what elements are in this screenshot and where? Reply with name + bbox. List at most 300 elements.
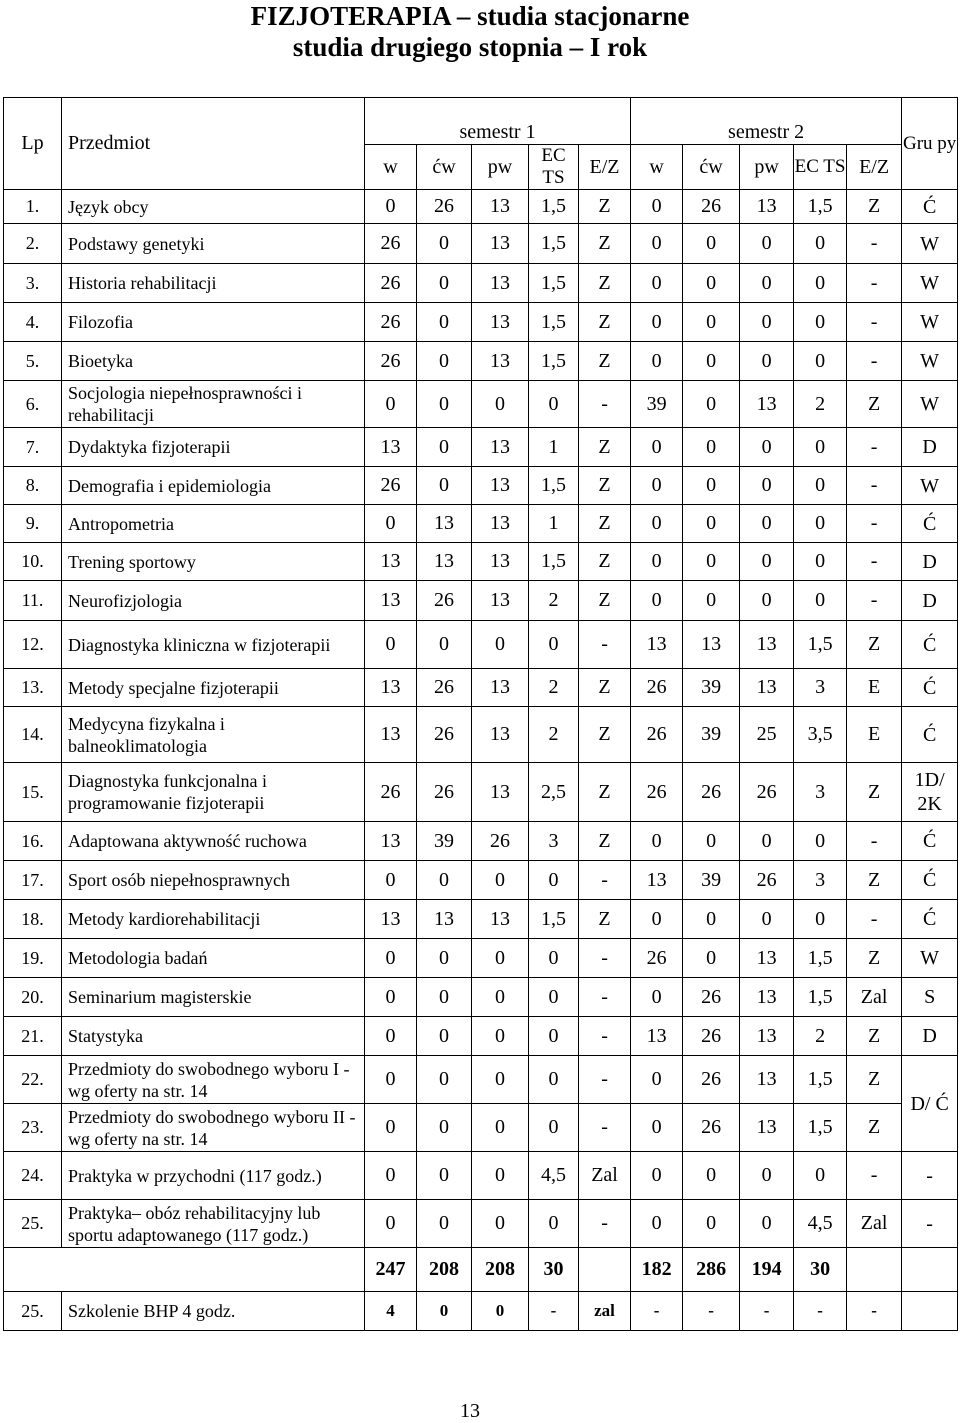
value-cell: 0 bbox=[683, 1152, 740, 1200]
group-cell: Ć bbox=[902, 621, 958, 669]
value-cell: 0 bbox=[417, 939, 472, 978]
value-cell: 0 bbox=[794, 1152, 847, 1200]
value-cell: 13 bbox=[365, 707, 417, 763]
value-cell: 13 bbox=[472, 467, 529, 505]
group-cell: W bbox=[902, 342, 958, 381]
group-cell: Ć bbox=[902, 707, 958, 763]
value-cell: 0 bbox=[683, 581, 740, 621]
value-cell: Z bbox=[579, 342, 631, 381]
value-cell: - bbox=[579, 1056, 631, 1104]
total-cell: 30 bbox=[794, 1248, 847, 1292]
row-number: 3. bbox=[4, 264, 62, 303]
value-cell: 13 bbox=[631, 861, 683, 900]
row-number: 14. bbox=[4, 707, 62, 763]
subject-name: Statystyka bbox=[62, 1017, 365, 1056]
value-cell: Z bbox=[579, 190, 631, 224]
value-cell: 0 bbox=[683, 543, 740, 581]
value-cell: 0 bbox=[472, 1104, 529, 1152]
value-cell: 0 bbox=[365, 381, 417, 428]
value-cell: 1,5 bbox=[794, 1056, 847, 1104]
value-cell: 0 bbox=[683, 505, 740, 543]
subject-name: Neurofizjologia bbox=[62, 581, 365, 621]
value-cell: 0 bbox=[631, 303, 683, 342]
value-cell: 0 bbox=[631, 264, 683, 303]
group-cell: Ć bbox=[902, 505, 958, 543]
value-cell: 26 bbox=[417, 581, 472, 621]
value-cell: 0 bbox=[740, 1152, 794, 1200]
subject-name: Praktyka– obóz rehabilitacyjny lub sportu adaptowanego (117 godz.) bbox=[62, 1200, 365, 1248]
row-number: 11. bbox=[4, 581, 62, 621]
value-cell: 26 bbox=[683, 190, 740, 224]
value-cell: 39 bbox=[417, 822, 472, 861]
value-cell: Z bbox=[579, 822, 631, 861]
table-row bbox=[4, 543, 958, 581]
value-cell: E bbox=[847, 669, 902, 707]
totals-label-cell bbox=[4, 1248, 365, 1292]
group-cell: Ć bbox=[902, 190, 958, 224]
value-cell: 39 bbox=[631, 381, 683, 428]
value-cell: 0 bbox=[794, 543, 847, 581]
table-row bbox=[4, 978, 958, 1017]
value-cell: 0 bbox=[417, 1292, 472, 1331]
subject-name: Antropometria bbox=[62, 505, 365, 543]
row-number: 17. bbox=[4, 861, 62, 900]
row-number: 25. bbox=[4, 1200, 62, 1248]
value-cell: Z bbox=[579, 467, 631, 505]
value-cell: 1,5 bbox=[794, 621, 847, 669]
value-cell: 13 bbox=[740, 1056, 794, 1104]
subject-name: Demografia i epidemiologia bbox=[62, 467, 365, 505]
value-cell: - bbox=[847, 543, 902, 581]
value-cell: 1,5 bbox=[529, 342, 579, 381]
value-cell: 0 bbox=[417, 1056, 472, 1104]
value-cell: 0 bbox=[631, 1104, 683, 1152]
value-cell: zal bbox=[579, 1292, 631, 1331]
subject-name: Medycyna fizykalna i balneoklimatologia bbox=[62, 707, 365, 763]
value-cell: 13 bbox=[740, 669, 794, 707]
value-cell: 0 bbox=[740, 303, 794, 342]
value-cell: 0 bbox=[794, 467, 847, 505]
value-cell: 26 bbox=[365, 264, 417, 303]
value-cell: 0 bbox=[740, 264, 794, 303]
value-cell: 0 bbox=[631, 1056, 683, 1104]
subject-name: Diagnostyka kliniczna w fizjoterapii bbox=[62, 621, 365, 669]
value-cell: 26 bbox=[740, 861, 794, 900]
value-cell: 0 bbox=[417, 1017, 472, 1056]
value-cell: 0 bbox=[631, 581, 683, 621]
value-cell: 0 bbox=[529, 861, 579, 900]
value-cell: 0 bbox=[365, 1017, 417, 1056]
value-cell: - bbox=[579, 939, 631, 978]
value-cell: - bbox=[579, 381, 631, 428]
value-cell: 26 bbox=[631, 763, 683, 822]
value-cell: 0 bbox=[683, 900, 740, 939]
subject-name: Socjologia niepełnosprawności i rehabilitacji bbox=[62, 381, 365, 428]
value-cell: 0 bbox=[529, 381, 579, 428]
value-cell: Zal bbox=[847, 978, 902, 1017]
value-cell: 2 bbox=[529, 707, 579, 763]
value-cell: 2,5 bbox=[529, 763, 579, 822]
value-cell: 0 bbox=[683, 428, 740, 467]
value-cell: 4,5 bbox=[529, 1152, 579, 1200]
value-cell: 1,5 bbox=[794, 1104, 847, 1152]
value-cell: 0 bbox=[740, 900, 794, 939]
value-cell: 0 bbox=[683, 381, 740, 428]
value-cell: - bbox=[847, 1292, 902, 1331]
value-cell: 26 bbox=[472, 822, 529, 861]
value-cell: 26 bbox=[365, 303, 417, 342]
value-cell: 0 bbox=[365, 1056, 417, 1104]
group-cell: W bbox=[902, 939, 958, 978]
value-cell: 0 bbox=[683, 264, 740, 303]
value-cell: 13 bbox=[417, 543, 472, 581]
value-cell: 26 bbox=[683, 763, 740, 822]
value-cell: 26 bbox=[417, 190, 472, 224]
value-cell: 26 bbox=[365, 342, 417, 381]
total-cell bbox=[579, 1248, 631, 1292]
value-cell: - bbox=[847, 822, 902, 861]
subject-name: Podstawy genetyki bbox=[62, 224, 365, 264]
table-row bbox=[4, 707, 958, 763]
value-cell: 13 bbox=[740, 621, 794, 669]
subject-name: Metody kardiorehabilitacji bbox=[62, 900, 365, 939]
totals-row bbox=[4, 1248, 958, 1292]
value-cell: 2 bbox=[794, 381, 847, 428]
value-cell: Z bbox=[579, 428, 631, 467]
value-cell: 26 bbox=[365, 763, 417, 822]
value-cell: 0 bbox=[417, 381, 472, 428]
row-number: 16. bbox=[4, 822, 62, 861]
table-row bbox=[4, 939, 958, 978]
group-cell: W bbox=[902, 467, 958, 505]
row-number: 22. bbox=[4, 1056, 62, 1104]
value-cell: 1,5 bbox=[529, 224, 579, 264]
total-cell bbox=[847, 1248, 902, 1292]
row-number: 19. bbox=[4, 939, 62, 978]
value-cell: 0 bbox=[794, 822, 847, 861]
header-semestr-2: semestr 2 bbox=[631, 98, 902, 145]
value-cell: 3 bbox=[794, 861, 847, 900]
elective-row bbox=[4, 1152, 958, 1200]
value-cell: 0 bbox=[417, 467, 472, 505]
group-cell: S bbox=[902, 978, 958, 1017]
value-cell: 1,5 bbox=[794, 939, 847, 978]
row-number: 8. bbox=[4, 467, 62, 505]
value-cell: 0 bbox=[740, 1200, 794, 1248]
value-cell: - bbox=[683, 1292, 740, 1331]
row-number: 4. bbox=[4, 303, 62, 342]
table-row bbox=[4, 428, 958, 467]
value-cell: 1,5 bbox=[529, 467, 579, 505]
value-cell: 13 bbox=[472, 342, 529, 381]
group-cell: D bbox=[902, 1017, 958, 1056]
value-cell: 13 bbox=[365, 428, 417, 467]
value-cell: 0 bbox=[631, 900, 683, 939]
value-cell: 13 bbox=[472, 763, 529, 822]
value-cell: 0 bbox=[631, 190, 683, 224]
value-cell: 0 bbox=[417, 303, 472, 342]
table-row bbox=[4, 900, 958, 939]
group-cell: D bbox=[902, 428, 958, 467]
row-number: 15. bbox=[4, 763, 62, 822]
subject-name: Język obcy bbox=[62, 190, 365, 224]
value-cell: 13 bbox=[417, 900, 472, 939]
value-cell: 0 bbox=[417, 1200, 472, 1248]
total-cell: 208 bbox=[472, 1248, 529, 1292]
row-number: 23. bbox=[4, 1104, 62, 1152]
value-cell: 0 bbox=[740, 543, 794, 581]
value-cell: Z bbox=[847, 939, 902, 978]
value-cell: 1,5 bbox=[794, 978, 847, 1017]
bhp-row bbox=[4, 1292, 958, 1331]
header-przedmiot: Przedmiot bbox=[62, 98, 365, 190]
totals-group-cell bbox=[902, 1248, 958, 1292]
header-grupy: Gru py bbox=[902, 98, 958, 190]
header-row-1 bbox=[4, 98, 958, 145]
value-cell: 39 bbox=[683, 669, 740, 707]
value-cell: - bbox=[847, 264, 902, 303]
value-cell: 13 bbox=[365, 822, 417, 861]
row-number: 2. bbox=[4, 224, 62, 264]
value-cell: 13 bbox=[365, 543, 417, 581]
header-col: pw bbox=[472, 145, 529, 190]
group-cell: W bbox=[902, 303, 958, 342]
value-cell: 39 bbox=[683, 861, 740, 900]
group-cell: Ć bbox=[902, 900, 958, 939]
value-cell: 26 bbox=[365, 224, 417, 264]
value-cell: 0 bbox=[794, 303, 847, 342]
group-cell: D bbox=[902, 543, 958, 581]
value-cell: 13 bbox=[472, 264, 529, 303]
total-cell: 194 bbox=[740, 1248, 794, 1292]
value-cell: - bbox=[847, 224, 902, 264]
subject-name: Trening sportowy bbox=[62, 543, 365, 581]
value-cell: 13 bbox=[683, 621, 740, 669]
group-cell: W bbox=[902, 381, 958, 428]
value-cell: 13 bbox=[472, 190, 529, 224]
value-cell: 0 bbox=[365, 939, 417, 978]
value-cell: 0 bbox=[683, 467, 740, 505]
subject-name: Praktyka w przychodni (117 godz.) bbox=[62, 1152, 365, 1200]
value-cell: 13 bbox=[365, 669, 417, 707]
value-cell: 0 bbox=[417, 342, 472, 381]
value-cell: 1,5 bbox=[794, 190, 847, 224]
table-row bbox=[4, 303, 958, 342]
value-cell: - bbox=[847, 505, 902, 543]
value-cell: - bbox=[794, 1292, 847, 1331]
value-cell: 0 bbox=[365, 1152, 417, 1200]
value-cell: 0 bbox=[740, 428, 794, 467]
value-cell: Zal bbox=[579, 1152, 631, 1200]
value-cell: 1 bbox=[529, 428, 579, 467]
value-cell: 0 bbox=[683, 303, 740, 342]
value-cell: - bbox=[847, 1152, 902, 1200]
value-cell: - bbox=[847, 303, 902, 342]
value-cell: Z bbox=[579, 707, 631, 763]
value-cell: 26 bbox=[683, 1104, 740, 1152]
value-cell: 0 bbox=[472, 939, 529, 978]
value-cell: - bbox=[847, 581, 902, 621]
value-cell: 13 bbox=[472, 224, 529, 264]
value-cell: 0 bbox=[417, 428, 472, 467]
value-cell: 0 bbox=[631, 543, 683, 581]
page-title-line-2: studia drugiego stopnia – I rok bbox=[292, 32, 648, 62]
value-cell: 0 bbox=[417, 1104, 472, 1152]
row-number: 5. bbox=[4, 342, 62, 381]
value-cell: 0 bbox=[472, 978, 529, 1017]
value-cell: 0 bbox=[794, 581, 847, 621]
elective-row bbox=[4, 1104, 958, 1152]
value-cell: 13 bbox=[740, 381, 794, 428]
header-semestr-1: semestr 1 bbox=[365, 98, 631, 145]
value-cell: 2 bbox=[529, 581, 579, 621]
value-cell: 13 bbox=[740, 1017, 794, 1056]
value-cell: 3,5 bbox=[794, 707, 847, 763]
value-cell: 4 bbox=[365, 1292, 417, 1331]
value-cell: 13 bbox=[740, 978, 794, 1017]
value-cell: Z bbox=[847, 1104, 902, 1152]
value-cell: 0 bbox=[631, 224, 683, 264]
value-cell: - bbox=[529, 1292, 579, 1331]
header-col: w bbox=[365, 145, 417, 190]
row-number: 1. bbox=[4, 190, 62, 224]
row-number: 21. bbox=[4, 1017, 62, 1056]
header-col: E/Z bbox=[847, 145, 902, 190]
value-cell: Z bbox=[579, 581, 631, 621]
group-cell: W bbox=[902, 264, 958, 303]
value-cell: 0 bbox=[365, 861, 417, 900]
table-row bbox=[4, 861, 958, 900]
total-cell: 30 bbox=[529, 1248, 579, 1292]
subject-name: Seminarium magisterskie bbox=[62, 978, 365, 1017]
value-cell: 0 bbox=[683, 939, 740, 978]
table-row bbox=[4, 822, 958, 861]
table-row bbox=[4, 264, 958, 303]
group-cell: - bbox=[902, 1152, 958, 1200]
value-cell: Z bbox=[847, 1056, 902, 1104]
header-lp: Lp bbox=[4, 98, 62, 190]
value-cell: 0 bbox=[365, 1200, 417, 1248]
row-number: 18. bbox=[4, 900, 62, 939]
value-cell: 0 bbox=[365, 621, 417, 669]
group-cell: - bbox=[902, 1200, 958, 1248]
row-number: 6. bbox=[4, 381, 62, 428]
value-cell: 0 bbox=[417, 621, 472, 669]
value-cell: Zal bbox=[847, 1200, 902, 1248]
subject-name: Filozofia bbox=[62, 303, 365, 342]
header-col: w bbox=[631, 145, 683, 190]
value-cell: 26 bbox=[683, 1056, 740, 1104]
value-cell: - bbox=[847, 900, 902, 939]
table-row bbox=[4, 621, 958, 669]
total-cell: 182 bbox=[631, 1248, 683, 1292]
value-cell: 1,5 bbox=[529, 190, 579, 224]
page-title-line-1: FIZJOTERAPIA – studia stacjonarne bbox=[250, 1, 690, 31]
group-cell: Ć bbox=[902, 861, 958, 900]
value-cell: 1,5 bbox=[529, 303, 579, 342]
subject-name: Dydaktyka fizjoterapii bbox=[62, 428, 365, 467]
value-cell: 26 bbox=[683, 1017, 740, 1056]
value-cell: 0 bbox=[683, 224, 740, 264]
value-cell: 0 bbox=[794, 224, 847, 264]
value-cell: 13 bbox=[472, 900, 529, 939]
value-cell: Z bbox=[847, 861, 902, 900]
value-cell: 26 bbox=[417, 707, 472, 763]
value-cell: 1,5 bbox=[529, 264, 579, 303]
header-col: EC TS bbox=[529, 145, 579, 190]
value-cell: - bbox=[740, 1292, 794, 1331]
value-cell: 0 bbox=[740, 224, 794, 264]
value-cell: 25 bbox=[740, 707, 794, 763]
value-cell: - bbox=[631, 1292, 683, 1331]
value-cell: - bbox=[579, 1104, 631, 1152]
value-cell: Z bbox=[847, 190, 902, 224]
table-row bbox=[4, 763, 958, 822]
value-cell: Z bbox=[579, 264, 631, 303]
total-cell: 208 bbox=[417, 1248, 472, 1292]
value-cell: 13 bbox=[417, 505, 472, 543]
value-cell: 0 bbox=[631, 342, 683, 381]
value-cell: 0 bbox=[631, 467, 683, 505]
value-cell: 0 bbox=[472, 1017, 529, 1056]
value-cell: E bbox=[847, 707, 902, 763]
value-cell: 26 bbox=[365, 467, 417, 505]
value-cell: 0 bbox=[417, 861, 472, 900]
page-number: 13 bbox=[460, 1400, 480, 1422]
value-cell: 13 bbox=[631, 1017, 683, 1056]
value-cell: 4,5 bbox=[794, 1200, 847, 1248]
value-cell: 0 bbox=[472, 861, 529, 900]
value-cell: Z bbox=[847, 381, 902, 428]
total-cell: 247 bbox=[365, 1248, 417, 1292]
table-row bbox=[4, 224, 958, 264]
value-cell: 0 bbox=[740, 822, 794, 861]
header-col: ćw bbox=[683, 145, 740, 190]
value-cell: 0 bbox=[529, 939, 579, 978]
row-number: 12. bbox=[4, 621, 62, 669]
subject-name: Przedmioty do swobodnego wyboru II -wg oferty na str. 14 bbox=[62, 1104, 365, 1152]
value-cell: 0 bbox=[794, 428, 847, 467]
value-cell: Z bbox=[579, 669, 631, 707]
value-cell: 13 bbox=[740, 1104, 794, 1152]
value-cell: 0 bbox=[794, 900, 847, 939]
value-cell: - bbox=[579, 861, 631, 900]
value-cell: 26 bbox=[631, 939, 683, 978]
value-cell: 0 bbox=[472, 1200, 529, 1248]
header-col: ćw bbox=[417, 145, 472, 190]
value-cell: 0 bbox=[365, 190, 417, 224]
table-row bbox=[4, 381, 958, 428]
table-row bbox=[4, 342, 958, 381]
row-number: 24. bbox=[4, 1152, 62, 1200]
value-cell: 0 bbox=[472, 621, 529, 669]
value-cell: 3 bbox=[794, 763, 847, 822]
value-cell: 0 bbox=[740, 467, 794, 505]
value-cell: - bbox=[847, 342, 902, 381]
value-cell: 13 bbox=[631, 621, 683, 669]
value-cell: 13 bbox=[365, 900, 417, 939]
value-cell: 13 bbox=[472, 543, 529, 581]
subject-name: Szkolenie BHP 4 godz. bbox=[62, 1292, 365, 1331]
value-cell: 0 bbox=[529, 1200, 579, 1248]
value-cell: 2 bbox=[529, 669, 579, 707]
table-row bbox=[4, 505, 958, 543]
value-cell: 0 bbox=[631, 428, 683, 467]
value-cell: Z bbox=[847, 1017, 902, 1056]
subject-name: Bioetyka bbox=[62, 342, 365, 381]
value-cell: Z bbox=[579, 900, 631, 939]
header-col: pw bbox=[740, 145, 794, 190]
